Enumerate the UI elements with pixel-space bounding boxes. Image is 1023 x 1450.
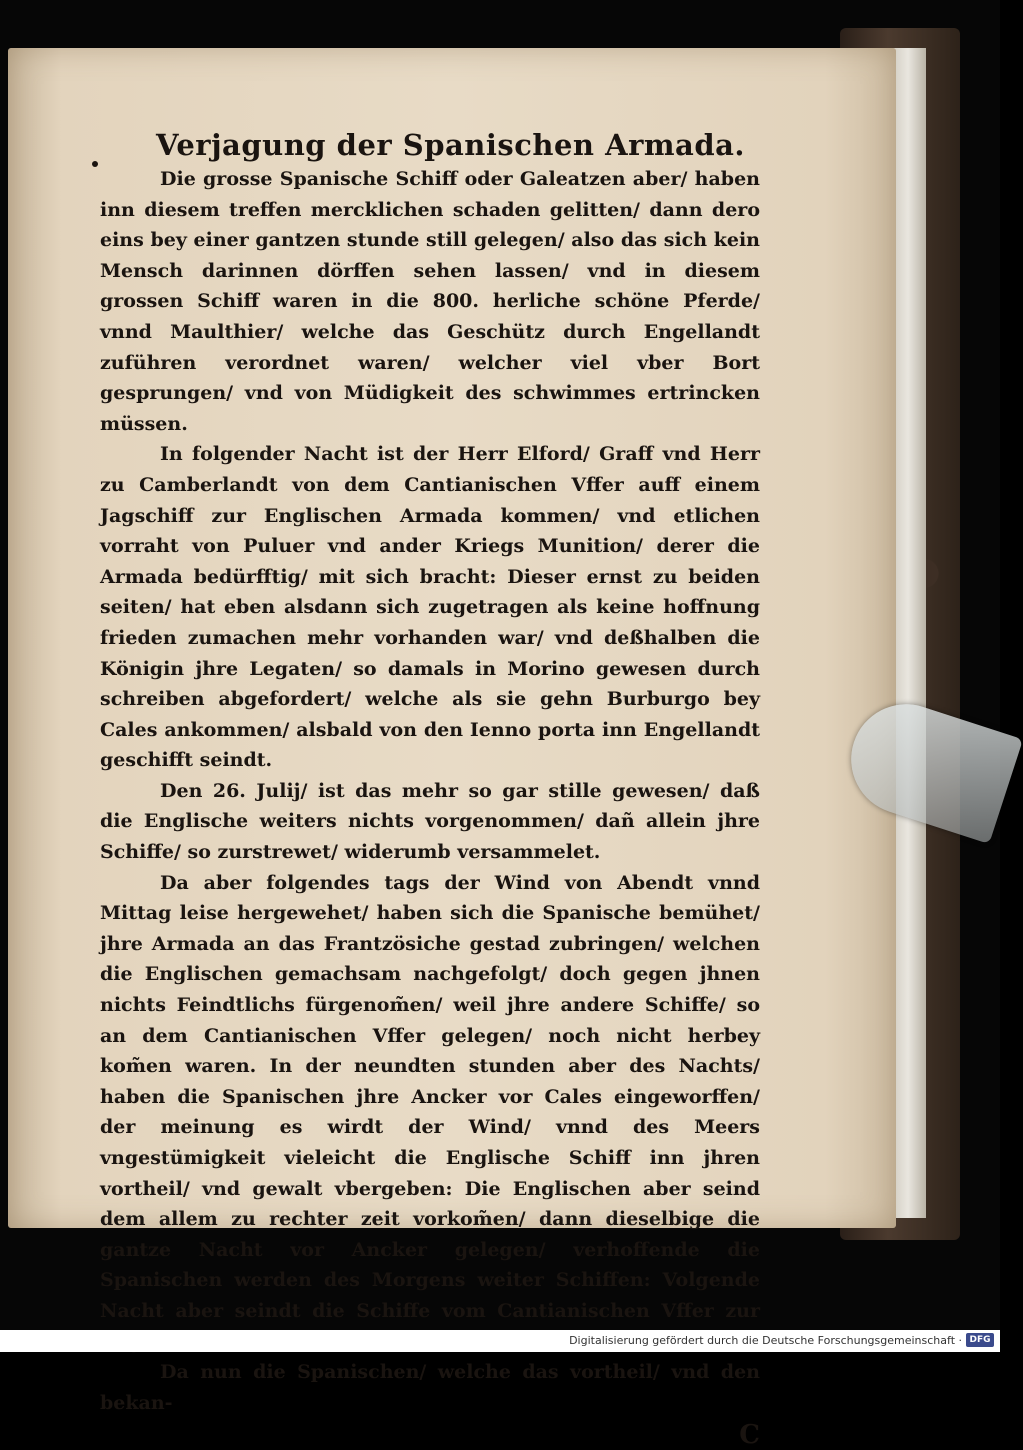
signature-mark: C	[739, 1420, 760, 1450]
paragraph-3: Den 26. Julij/ ist das mehr so gar stille gewesen/ daß die Englische weiters nichts vorgenommen/ dañ allein jhre Schiffe/ so zurstrewet/ widerumb versammelet.	[100, 779, 760, 864]
text-block	[100, 128, 760, 1450]
footer-bar	[0, 1330, 1000, 1352]
page-headline: Verjagung der Spanischen Armada.	[156, 128, 746, 162]
paragraph-2: In folgender Nacht ist der Herr Elford/ Graff vnd Herr zu Camberlandt von dem Cantianischen Vffer auff einem Jagschiff zur Englischen Armada kommen/ vnd etlichen vorraht von Puluer vnd ander Kriegs Munition/ derer die Armada bedürfftig/ mit sich bracht: Dieser ernst zu beiden seiten/ hat eben alsdann sich zugetragen als keine hoffnung frieden zumachen mehr vorhanden war/ vnd deßhalben die Königin jhre Legaten/ so damals in Morino gewesen durch schreiben abgefordert/ welche als sie gehn Burburgo bey Cales ankommen/ alsbald von den Ienno porta inn Engellandt geschifft seindt.	[100, 443, 760, 772]
dfg-logo-icon: DFG	[966, 1333, 994, 1347]
ink-dot	[92, 161, 98, 167]
footer-credit: Digitalisierung gefördert durch die Deutsche Forschungsgemeinschaft ·	[569, 1334, 962, 1347]
paragraph-1: Die grosse Spanische Schiff oder Galeatzen aber/ haben inn diesem treffen mercklichen schaden gelitten/ dann dero eins bey einer gantzen stunde still gelegen/ also das sich kein Mensch darinnen dörffen sehen lassen/ vnd in diesem grossen Schiff waren in die 800. herliche schöne Pferde/ vnnd Maulthier/ welche das Geschütz durch Engellandt zuführen verordnet waren/ welcher viel vber Bort gesprungen/ vnd von Müdigkeit des schwimmes ertrincken müssen.	[100, 168, 760, 435]
paragraph-5: Da nun die Spanischen/ welche das vortheil/ vnd den bekan-	[100, 1361, 760, 1414]
paragraph-4: Da aber folgendes tags der Wind von Abendt vnnd Mittag leise hergewehet/ haben sich die Spanische bemühet/ jhre Armada an das Frantzösiche gestad zubringen/ welchen die Englischen gemachsam nachgefolgt/ doch gegen jhnen nichts Feindtlichs fürgenom̃en/ weil jhre andere Schiffe/ so an dem Cantianischen Vffer gelegen/ noch nicht herbey kom̃en waren. In der neundten stunden aber des Nachts/ haben die Spanischen jhre Ancker vor Cales eingeworffen/ der meinung es wirdt der Wind/ vnnd des Meers vngestümigkeit vieleicht die Englische Schiff inn jhren vortheil/ vnd gewalt vbergeben: Die Englischen aber seind dem allem zu rechter zeit vorkom̃en/ dann dieselbige die gantze Nacht vor Ancker gelegen/ verhoffende die Spanischen werden des Morgens weiter Schiffen: Volgende Nacht aber seindt die Schiffe vom Cantianischen Vffer zur	[100, 871, 760, 1322]
